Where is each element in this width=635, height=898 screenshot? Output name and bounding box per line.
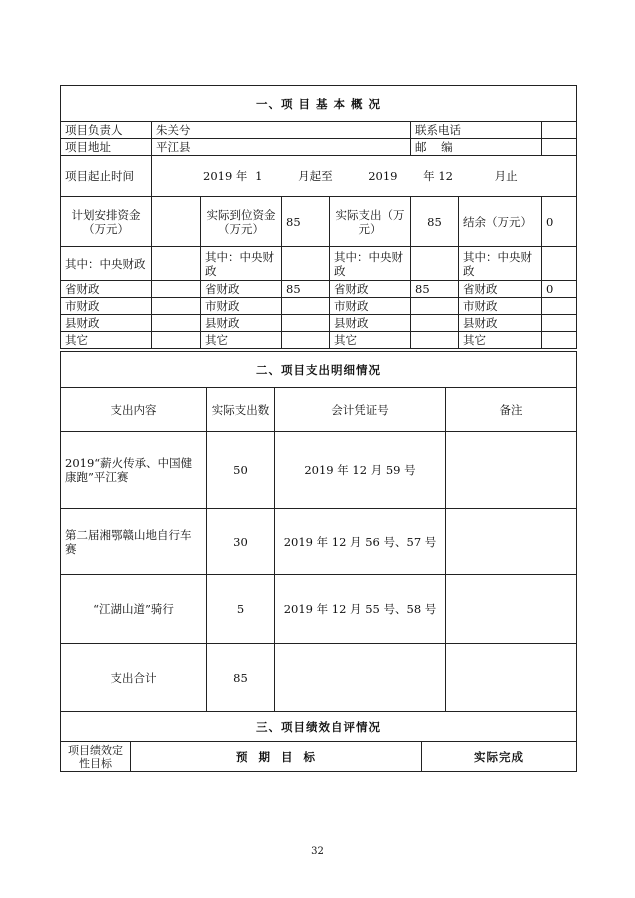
row-voucher: 2019 年 12 月 56 号、57 号 xyxy=(275,509,446,575)
balance-label: 结余（万元） xyxy=(459,197,542,247)
fund-cell: 其它 xyxy=(61,332,152,349)
fund-cell: 其中：中央财政 xyxy=(61,247,152,281)
header-amount: 实际支出数 xyxy=(207,388,275,432)
performance-table xyxy=(60,711,577,772)
row-amount: 50 xyxy=(207,432,275,509)
row-note xyxy=(446,432,577,509)
actual-label: 实际完成 xyxy=(422,742,577,772)
leader-label: 项目负责人 xyxy=(61,122,152,139)
fund-cell: 省财政 xyxy=(330,281,411,298)
arrived-funds-value: 85 xyxy=(282,197,330,247)
fund-value xyxy=(542,247,577,281)
fund-value xyxy=(152,247,201,281)
start-suffix: 月起至 xyxy=(298,169,333,183)
row-content: 2019“薪火传承、中国健康跑”平江赛 xyxy=(61,432,207,509)
phone-value xyxy=(542,122,577,139)
leader-value: 朱关兮 xyxy=(152,122,411,139)
fund-value: 85 xyxy=(411,281,459,298)
fund-cell: 县财政 xyxy=(61,315,152,332)
fund-value xyxy=(282,298,330,315)
fund-cell: 县财政 xyxy=(330,315,411,332)
phone-label: 联系电话 xyxy=(411,122,542,139)
fund-cell: 其中：中央财政 xyxy=(330,247,411,281)
row-amount: 5 xyxy=(207,575,275,644)
fund-value xyxy=(282,332,330,349)
basic-info-table xyxy=(60,85,577,349)
fund-cell: 县财政 xyxy=(201,315,282,332)
fund-value xyxy=(411,298,459,315)
header-note: 备注 xyxy=(446,388,577,432)
fund-cell: 省财政 xyxy=(201,281,282,298)
expenditure-table xyxy=(60,351,577,712)
planned-funds-value xyxy=(152,197,201,247)
fund-cell: 其它 xyxy=(459,332,542,349)
page-number: 32 xyxy=(311,846,324,857)
header-content: 支出内容 xyxy=(61,388,207,432)
spent-funds-value: 85 xyxy=(411,197,459,247)
fund-value xyxy=(542,298,577,315)
fund-cell: 其它 xyxy=(201,332,282,349)
section3-title: 三、项目绩效自评情况 xyxy=(61,712,577,742)
fund-cell: 其它 xyxy=(330,332,411,349)
fund-value xyxy=(411,247,459,281)
end-suffix: 月止 xyxy=(494,169,518,183)
fund-cell: 市财政 xyxy=(330,298,411,315)
spent-funds-label: 实际支出（万元） xyxy=(330,197,411,247)
total-voucher xyxy=(275,644,446,712)
row-note xyxy=(446,575,577,644)
total-note xyxy=(446,644,577,712)
section2-title: 二、项目支出明细情况 xyxy=(61,352,577,388)
balance-value: 0 xyxy=(542,197,577,247)
postcode-label: 邮 编 xyxy=(411,139,542,156)
fund-value xyxy=(411,315,459,332)
period-value xyxy=(152,156,577,197)
fund-value xyxy=(152,298,201,315)
fund-cell: 市财政 xyxy=(201,298,282,315)
fund-cell: 市财政 xyxy=(61,298,152,315)
fund-value xyxy=(152,332,201,349)
arrived-funds-label: 实际到位资金（万元） xyxy=(201,197,282,247)
fund-value xyxy=(152,315,201,332)
expected-label: 预 期 目 标 xyxy=(131,742,422,772)
fund-value xyxy=(411,332,459,349)
table-row xyxy=(61,575,577,644)
planned-funds-label: 计划安排资金（万元） xyxy=(61,197,152,247)
start-year: 2019 年 xyxy=(203,169,248,183)
row-voucher: 2019 年 12 月 55 号、58 号 xyxy=(275,575,446,644)
row-voucher: 2019 年 12 月 59 号 xyxy=(275,432,446,509)
fund-cell: 省财政 xyxy=(459,281,542,298)
address-label: 项目地址 xyxy=(61,139,152,156)
goal-label: 项目绩效定性目标 xyxy=(61,742,131,772)
period-label: 项目起止时间 xyxy=(61,156,152,197)
row-amount: 30 xyxy=(207,509,275,575)
table-row xyxy=(61,509,577,575)
fund-value: 0 xyxy=(542,281,577,298)
row-content: 第二届湘鄂赣山地自行车赛 xyxy=(61,509,207,575)
address-value: 平江县 xyxy=(152,139,411,156)
fund-cell: 省财政 xyxy=(61,281,152,298)
fund-value: 85 xyxy=(282,281,330,298)
total-label: 支出合计 xyxy=(61,644,207,712)
postcode-value xyxy=(542,139,577,156)
section1-title: 一、项 目 基 本 概 况 xyxy=(61,86,577,122)
fund-cell: 县财政 xyxy=(459,315,542,332)
header-voucher: 会计凭证号 xyxy=(275,388,446,432)
total-value: 85 xyxy=(207,644,275,712)
total-row xyxy=(61,644,577,712)
fund-cell: 其中：中央财政 xyxy=(201,247,282,281)
fund-value xyxy=(542,315,577,332)
end-year: 2019 xyxy=(368,169,398,183)
fund-cell: 其中：中央财政 xyxy=(459,247,542,281)
fund-cell: 市财政 xyxy=(459,298,542,315)
end-month: 年 12 xyxy=(423,169,453,183)
row-content: “江湖山道”骑行 xyxy=(61,575,207,644)
fund-value xyxy=(282,315,330,332)
row-note xyxy=(446,509,577,575)
fund-value xyxy=(152,281,201,298)
table-row xyxy=(61,432,577,509)
start-month: 1 xyxy=(255,169,263,183)
fund-value xyxy=(282,247,330,281)
fund-value xyxy=(542,332,577,349)
